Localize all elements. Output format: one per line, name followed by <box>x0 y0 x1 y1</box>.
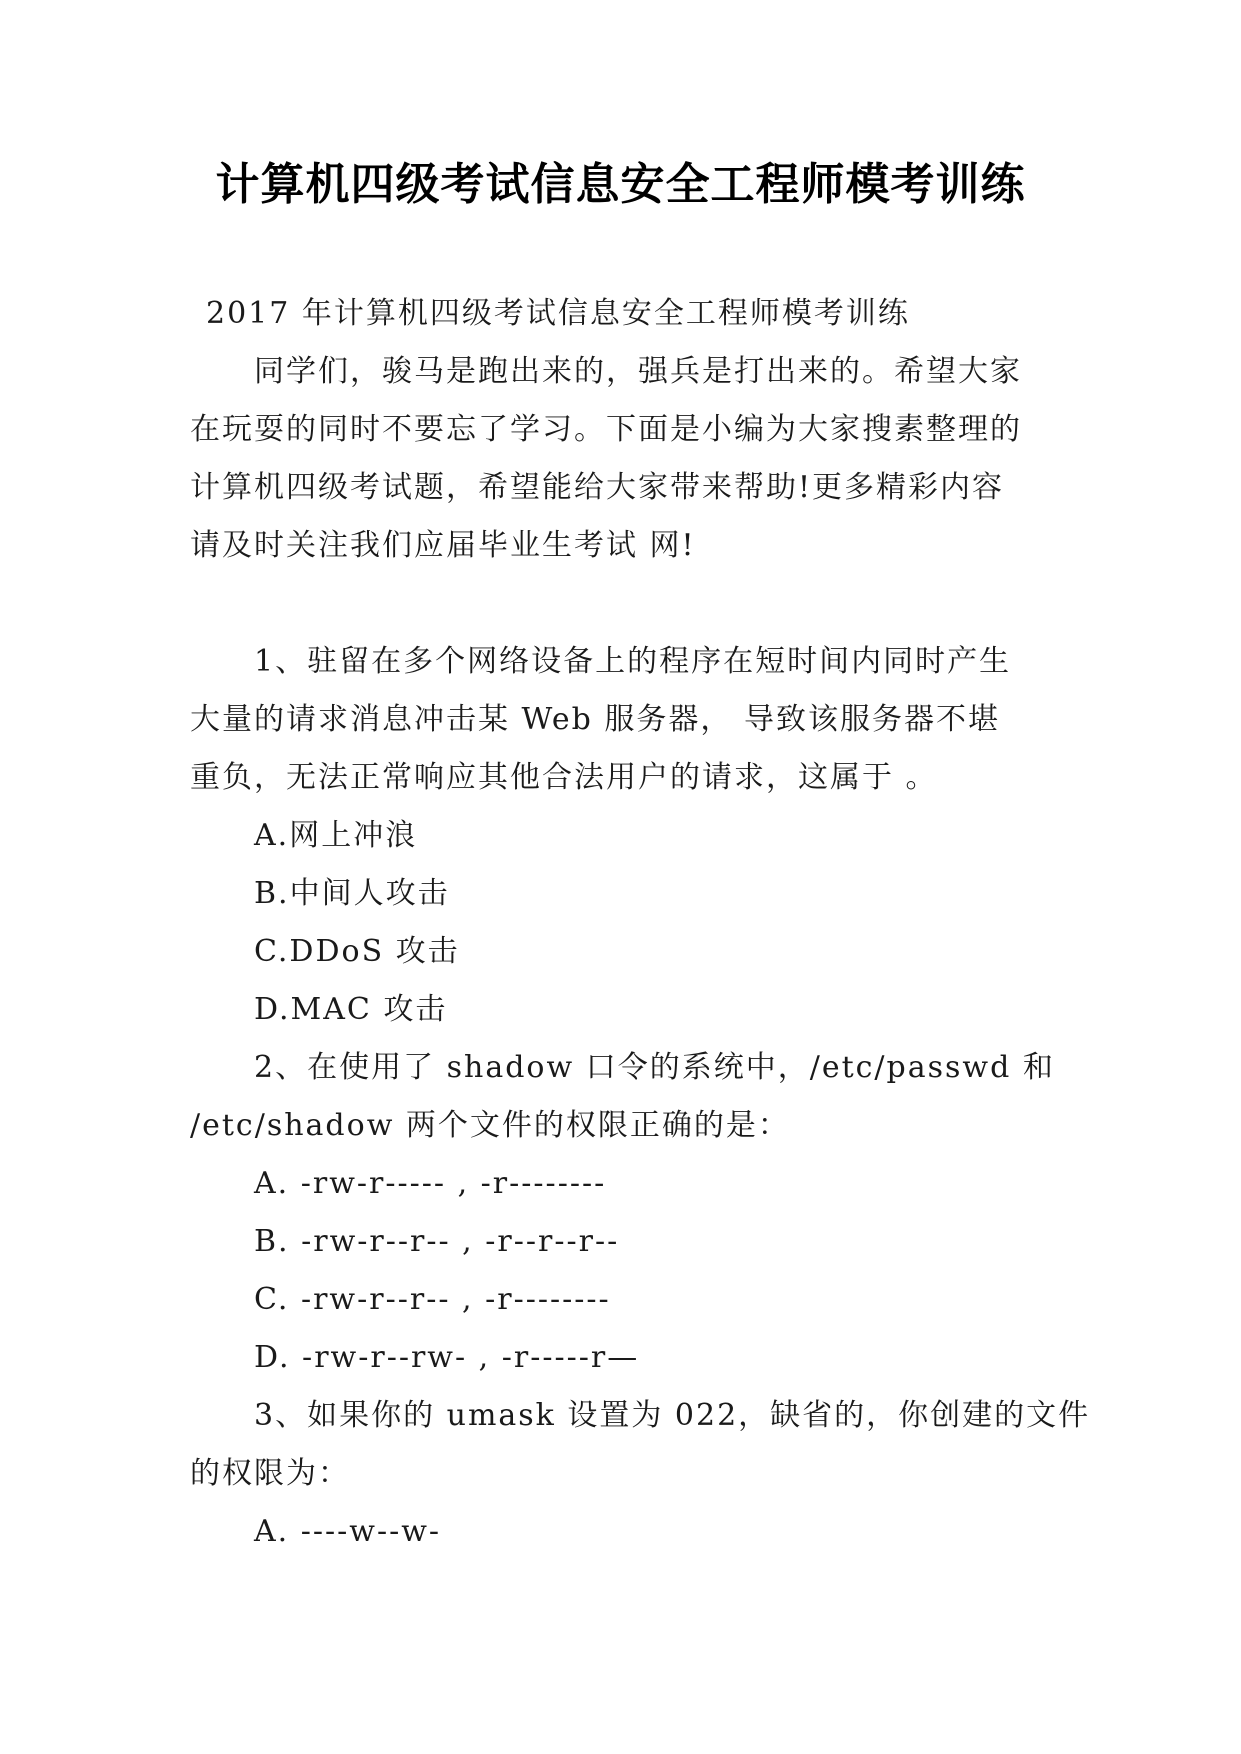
document-body <box>190 285 1091 1561</box>
spacer <box>190 575 1052 633</box>
question-text-line: 3、如果你的 umask 设置为 022，缺省的，你创建的文件 <box>254 1398 1091 1433</box>
question-text-line: 1、驻留在多个网络设备上的程序在短时间内同时产生 <box>254 644 1012 679</box>
document-subtitle: 2017 年计算机四级考试信息安全工程师模考训练 <box>206 296 910 331</box>
option-a: A.网上冲浪 <box>254 818 418 853</box>
intro-line: 在玩耍的同时不要忘了学习。下面是小编为大家搜素整理的 <box>190 412 1022 447</box>
question-text-line: /etc/shadow 两个文件的权限正确的是： <box>190 1108 790 1143</box>
intro-line: 请及时关注我们应届毕业生考试 网! <box>190 528 696 563</box>
intro-paragraph <box>190 343 1052 575</box>
question-text-line: 的权限为： <box>190 1456 350 1491</box>
question-1 <box>190 633 1052 1039</box>
question-text-line: 重负，无法正常响应其他合法用户的请求，这属于 。 <box>190 760 938 795</box>
option-c: C.DDoS 攻击 <box>254 934 460 969</box>
question-text-line: 大量的请求消息冲击某 Web 服务器， 导致该服务器不堪 <box>190 702 1000 737</box>
option-b: B. -rw-r--r-- , -r--r--r-- <box>254 1224 620 1259</box>
question-2 <box>190 1039 1055 1387</box>
option-a: A. -rw-r----- , -r-------- <box>254 1166 607 1201</box>
option-a: A. ----w--w- <box>254 1514 442 1549</box>
option-d: D. -rw-r--rw- , -r-----r— <box>254 1340 640 1375</box>
document-title: 计算机四级考试信息安全工程师模考训练 <box>215 159 1026 210</box>
option-b: B.中间人攻击 <box>254 876 450 911</box>
option-c: C. -rw-r--r-- , -r-------- <box>254 1282 611 1317</box>
intro-line: 同学们，骏马是跑出来的，强兵是打出来的。希望大家 <box>254 354 1022 389</box>
intro-line: 计算机四级考试题，希望能给大家带来帮助!更多精彩内容 <box>190 470 1005 505</box>
option-d: D.MAC 攻击 <box>254 992 448 1027</box>
question-text-line: 2、在使用了 shadow 口令的系统中，/etc/passwd 和 <box>254 1050 1055 1085</box>
question-3 <box>190 1387 1091 1561</box>
